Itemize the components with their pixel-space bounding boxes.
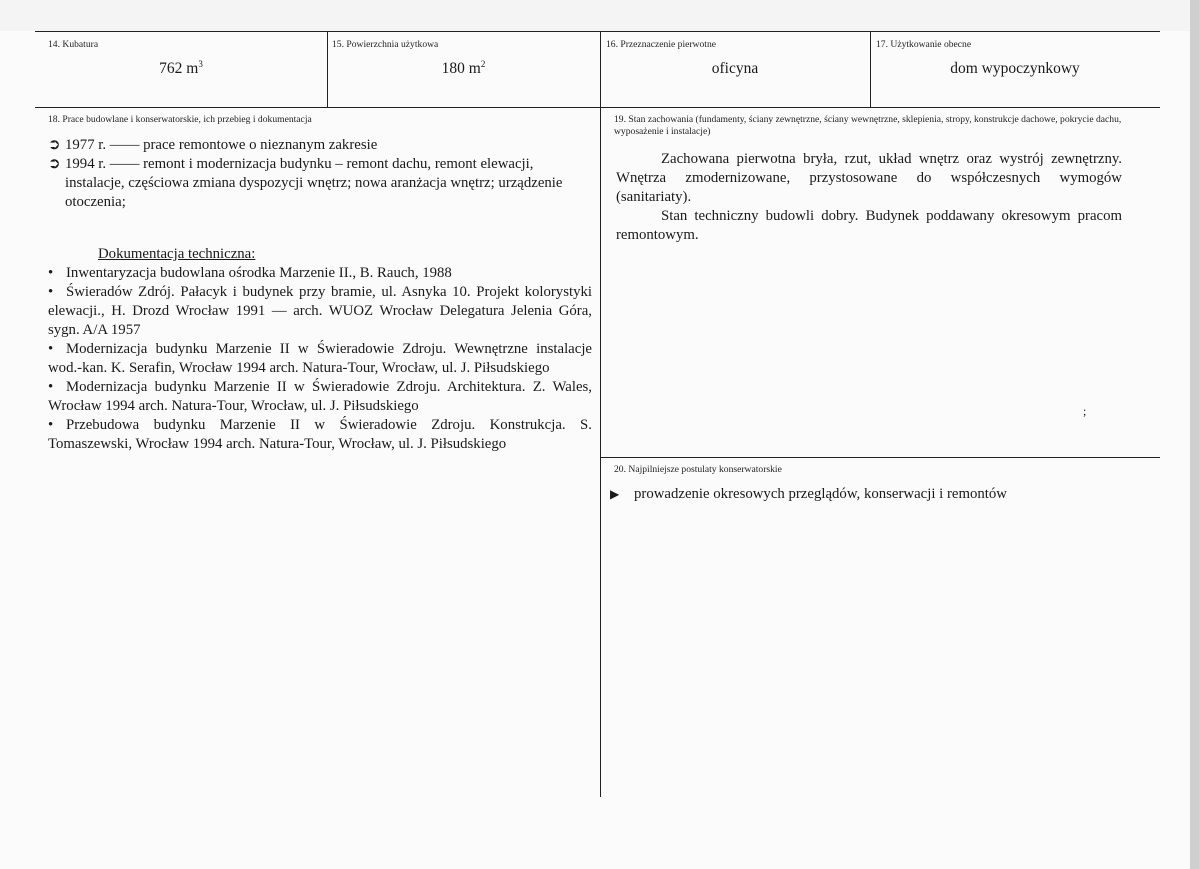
documentation-item xyxy=(48,340,592,378)
rule-col2 xyxy=(600,31,601,797)
documentation-item-text: Świeradów Zdrój. Pałacyk i budynek przy bramie, ul. Asnyka 10. Projekt kolorystyki elewacji., H. Drozd Wrocław 1991 — arch. WUOZ Wrocław Delegatura Jelenia Góra, sygn. A/A 1957 xyxy=(48,284,592,338)
documentation-item-text: Modernizacja budynku Marzenie II w Świeradowie Zdroju. Architektura. Z. Wales, Wrocław 1994 arch. Natura-Tour, Wrocław, ul. J. Piłsudskiego xyxy=(48,379,592,414)
field-15-value: 180 $m^2$ xyxy=(441,59,486,77)
bullet-icon: • xyxy=(48,341,54,357)
field-17-label: 17. Użytkowanie obecne xyxy=(876,39,972,50)
bullet-icon: • xyxy=(48,417,54,433)
documentation-item xyxy=(48,264,592,283)
scan-edge xyxy=(1190,0,1199,869)
bullet-icon: • xyxy=(48,284,54,300)
field-14-value: 762 $m^3$ xyxy=(159,59,203,77)
arrow-right-icon: ➲ xyxy=(48,156,61,172)
documentation-item-text: Przebudowa budynku Marzenie II w Świeradowie Zdroju. Konstrukcja. S. Tomaszewski, Wrocław 1994 arch. Natura-Tour, Wrocław, ul. J. Piłsudskiego xyxy=(48,417,592,452)
bullet-icon: • xyxy=(48,265,54,281)
field-19-text xyxy=(616,150,1122,245)
documentation-item xyxy=(48,416,592,454)
work-entry xyxy=(48,155,592,212)
documentation-item-text: Modernizacja budynku Marzenie II w Świeradowie Zdroju. Wewnętrzne instalacje wod.-kan. K. Serafin, Wrocław 1994 arch. Natura-Tour, Wrocław, ul. J. Piłsudskiego xyxy=(48,341,592,376)
field-20-label: 20. Najpilniejsze postulaty konserwatorskie xyxy=(614,464,782,475)
triangle-bullet-icon: ▶ xyxy=(610,487,620,501)
documentation-item-text: Inwentaryzacja budowlana ośrodka Marzenie II., B. Rauch, 1988 xyxy=(66,265,452,281)
rule-row1-bottom xyxy=(35,107,1160,108)
scan-top-strip xyxy=(0,0,1190,31)
work-entry xyxy=(48,136,592,155)
arrow-right-icon: ➲ xyxy=(48,137,61,153)
field-18-label: 18. Prace budowlane i konserwatorskie, ich przebieg i dokumentacja xyxy=(48,114,312,125)
field-14-label: 14. Kubatura xyxy=(48,39,99,50)
condition-paragraph: Stan techniczny budowli dobry. Budynek poddawany okresowym pracom remontowym. xyxy=(616,208,1122,243)
condition-paragraph: Zachowana pierwotna bryła, rzut, układ wnętrz oraz wystrój zewnętrzny. Wnętrza zmodernizowane, przystosowane do współczesnych wymogów (sanitariaty). xyxy=(616,151,1122,205)
field-15-label: 15. Powierzchnia użytkowa xyxy=(332,39,439,50)
work-entry-text: 1994 r. —— remont i modernizacja budynku – remont dachu, remont elewacji, instalacje, częściowa zmiana dyspozycji wnętrz; nowa aranżacja wnętrz; urządzenie otoczenia; xyxy=(65,156,563,210)
field-16-value: oficyna xyxy=(711,60,759,77)
documentation-heading: Dokumentacja techniczna: xyxy=(98,246,256,262)
documentation-item xyxy=(48,283,592,340)
rule-top xyxy=(35,31,1160,32)
field-18-works xyxy=(48,136,592,212)
field-19-label: 19. Stan zachowania (fundamenty, ściany zewnętrzne, ściany wewnętrzne, sklepienia, stropy, konstrukcje dachowe, pokrycie dachu, wyposażenie i instalacje) xyxy=(614,114,1122,137)
documentation-section xyxy=(48,245,592,454)
bullet-icon: • xyxy=(48,379,54,395)
postulate-text: prowadzenie okresowych przeglądów, konserwacji i remontów xyxy=(634,486,1007,502)
field-17-value: dom wypoczynkowy xyxy=(950,60,1080,77)
rule-section20-top xyxy=(600,457,1160,458)
work-entry-text: 1977 r. —— prace remontowe o nieznanym zakresie xyxy=(65,137,378,153)
field-20-item xyxy=(610,485,1150,504)
documentation-item xyxy=(48,378,592,416)
postulate-item xyxy=(610,485,1150,504)
field-16-label: 16. Przeznaczenie pierwotne xyxy=(606,39,717,50)
stray-mark: ; xyxy=(1083,404,1087,418)
